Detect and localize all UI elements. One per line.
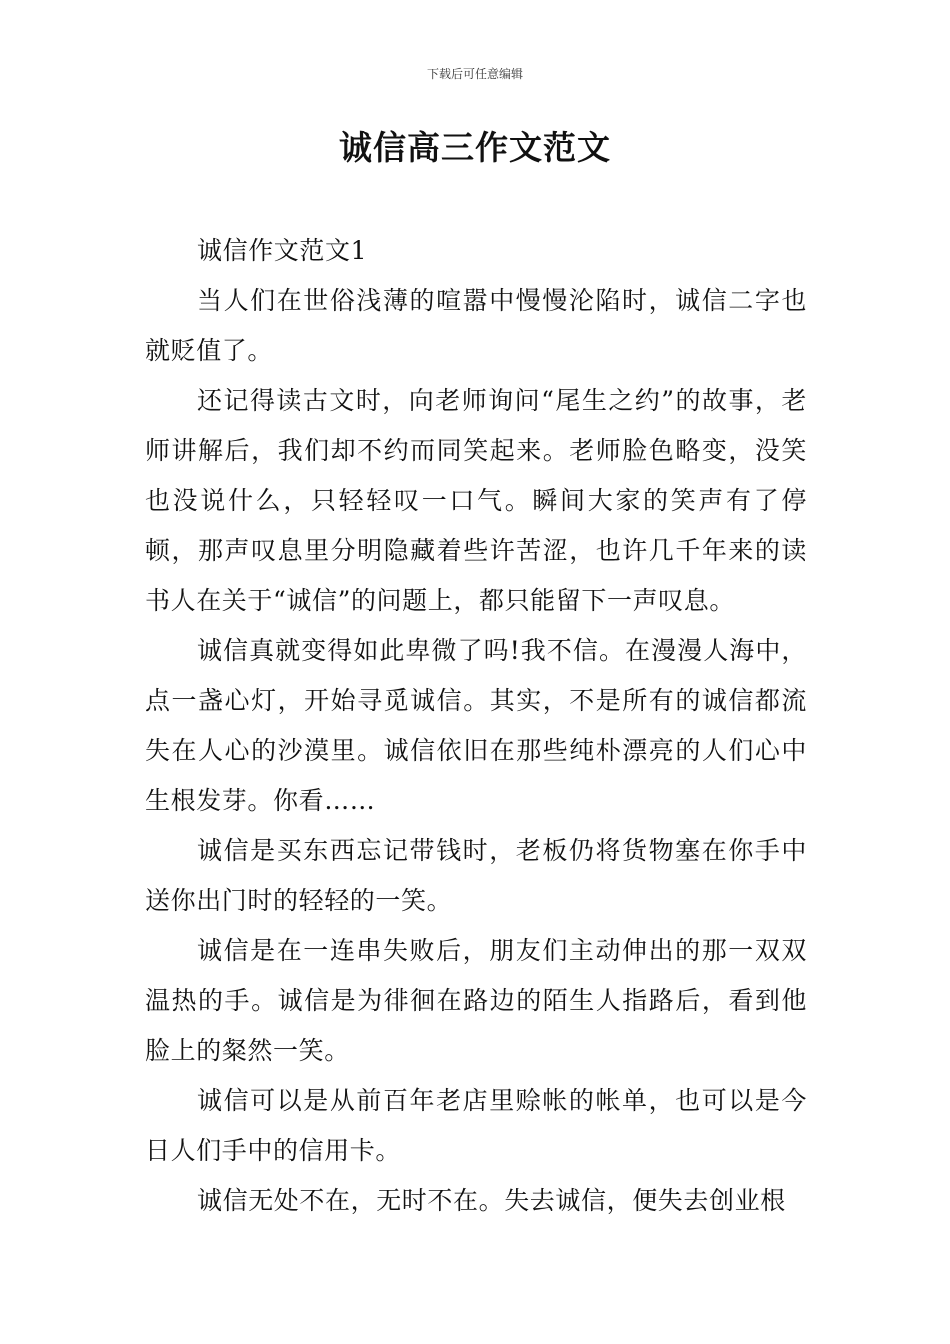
paragraph: 诚信是买东西忘记带钱时，老板仍将货物塞在你手中送你出门时的轻轻的一笑。 [145,836,807,915]
paragraph: 还记得读古文时，向老师询问“尾生之约”的故事，老师讲解后，我们却不约而同笑起来。老师脸色略变，没笑也没说什么，只轻轻叹一口气。瞬间大家的笑声有了停顿，那声叹息里分明隐藏着些许苦涩，也许几千年来的读书人在关于“诚信”的问题上，都只能留下一声叹息。 [145,386,807,615]
document-title: 诚信高三作文范文 [339,128,611,167]
document-body [145,226,807,1226]
paragraph-subtitle: 诚信作文范文1 [197,236,368,265]
paragraph: 诚信可以是从前百年老店里赊帐的帐单，也可以是今日人们手中的信用卡。 [145,1086,807,1165]
paragraph: 诚信是在一连串失败后，朋友们主动伸出的那一双双温热的手。诚信是为徘徊在路边的陌生人指路后，看到他脸上的粲然一笑。 [145,936,807,1065]
header-note: 下载后可任意编辑 [426,67,523,81]
paragraph: 诚信无处不在，无时不在。失去诚信，便失去创业根 [197,1186,786,1215]
paragraph: 诚信真就变得如此卑微了吗!我不信。在漫漫人海中，点一盏心灯，开始寻觅诚信。其实，不是所有的诚信都流失在人心的沙漠里。诚信依旧在那些纯朴漂亮的人们心中生根发芽。你看…… [145,636,807,815]
paragraph: 当人们在世俗浅薄的喧嚣中慢慢沦陷时，诚信二字也就贬值了。 [145,286,807,365]
